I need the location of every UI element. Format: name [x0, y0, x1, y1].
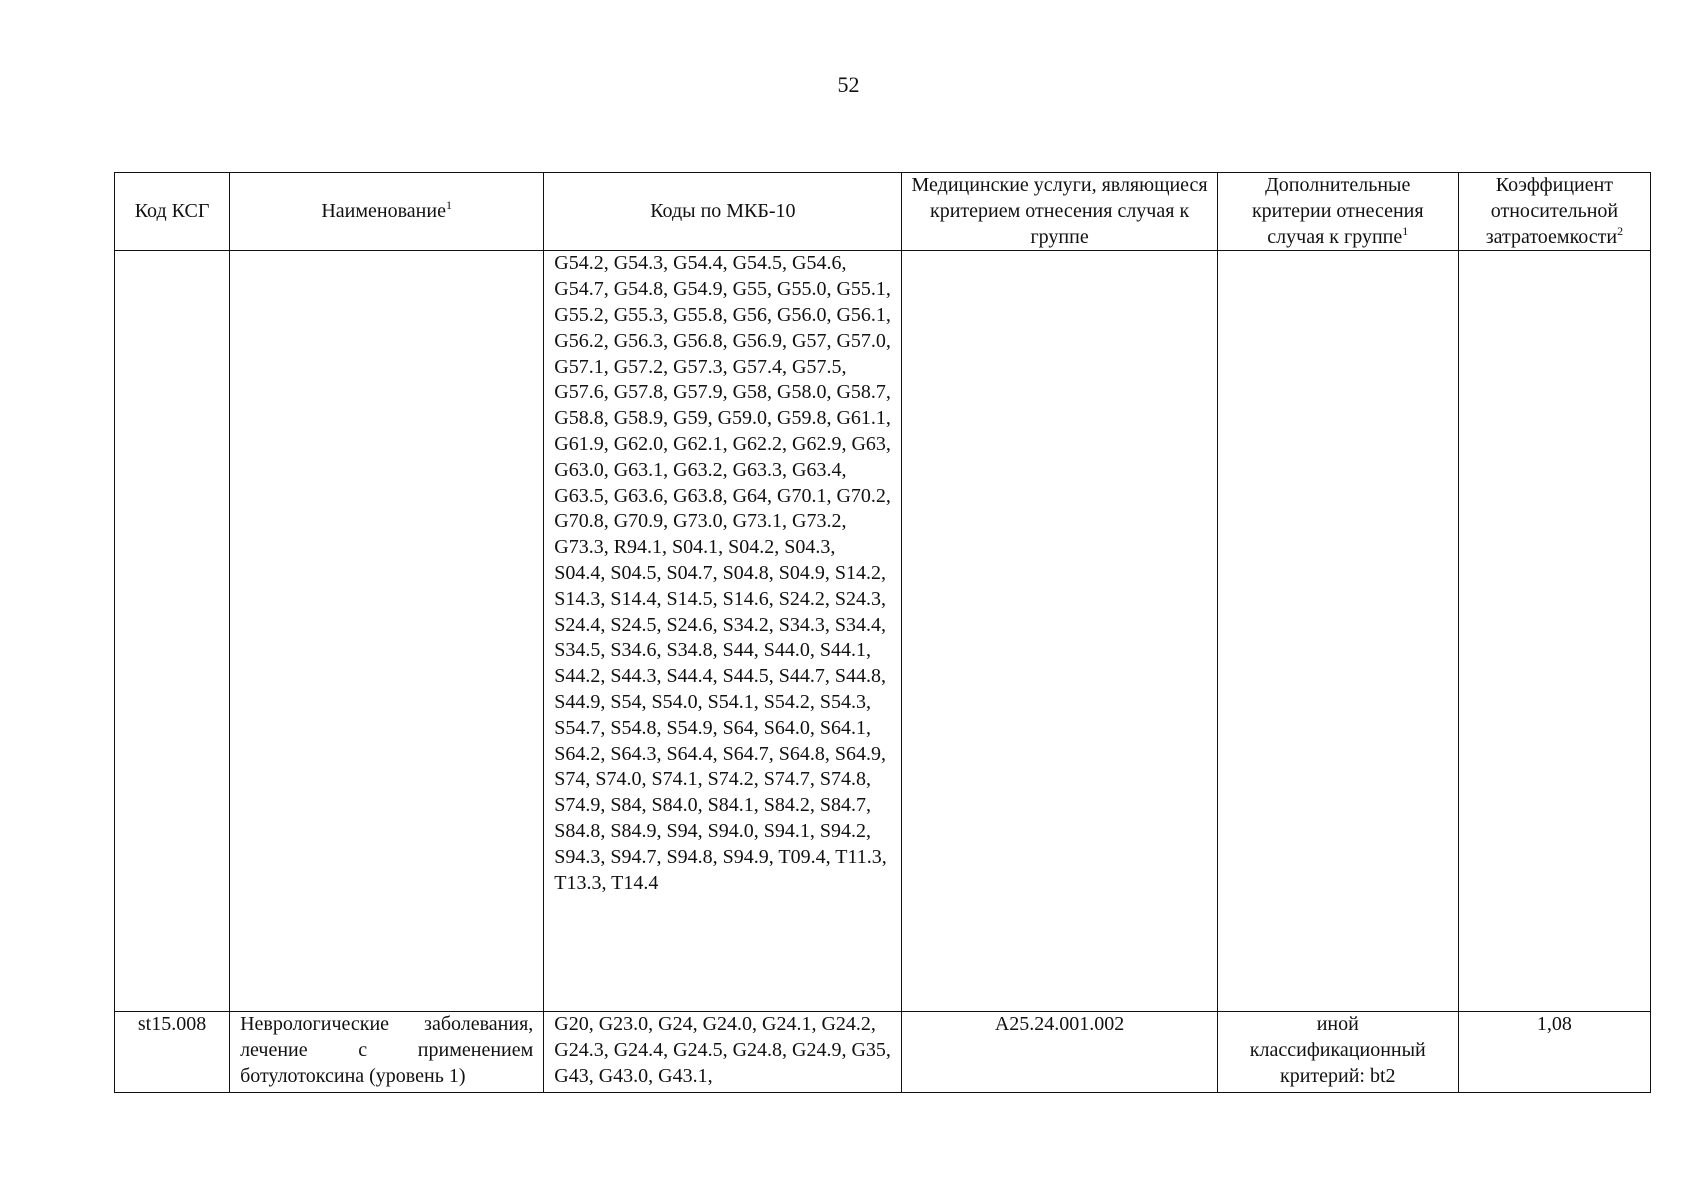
cell-name	[230, 251, 544, 1012]
cell-coefficient: 1,08	[1458, 1012, 1650, 1092]
header-name: Наименование$^1$	[230, 173, 544, 251]
header-medical-services: Медицинские услуги, являющиеся критерием отнесения случая к группе	[902, 173, 1217, 251]
cell-medical-services: A25.24.001.002	[902, 1012, 1217, 1092]
header-coefficient: Коэффициент относительной затратоемкости$^2$	[1458, 173, 1650, 251]
header-icd-codes: Коды по МКБ-10	[544, 173, 902, 251]
footnote-mark: 1	[1402, 223, 1409, 238]
table-row	[115, 251, 1651, 1012]
cell-coefficient	[1458, 251, 1650, 1012]
ksg-table	[114, 172, 1651, 1093]
cell-additional-criteria: иной классификационный критерий: bt2	[1217, 1012, 1458, 1092]
table-header-row	[115, 173, 1651, 251]
footnote-mark: 2	[1617, 223, 1624, 238]
cell-code: st15.008	[115, 1012, 230, 1092]
footnote-mark: 1	[445, 197, 452, 212]
cell-icd-codes: G54.2, G54.3, G54.4, G54.5, G54.6, G54.7, G54.8, G54.9, G55, G55.0, G55.1, G55.2, G55.3, G55.8, G56, G56.0, G56.1, G56.2, G56.3, G56.8, G56.9, G57, G57.0, G57.1, G57.2, G57.3, G57.4, G57.5, G57.6, G57.8, G57.9, G58, G58.0, G58.7, G58.8, G58.9, G59, G59.0, G59.8, G61.1, G61.9, G62.0, G62.1, G62.2, G62.9, G63, G63.0, G63.1, G63.2, G63.3, G63.4, G63.5, G63.6, G63.8, G64, G70.1, G70.2, G70.8, G70.9, G73.0, G73.1, G73.2, G73.3, R94.1, S04.1, S04.2, S04.3, S04.4, S04.5, S04.7, S04.8, S04.9, S14.2, S14.3, S14.4, S14.5, S14.6, S24.2, S24.3, S24.4, S24.5, S24.6, S34.2, S34.3, S34.4, S34.5, S34.6, S34.8, S44, S44.0, S44.1, S44.2, S44.3, S44.4, S44.5, S44.7, S44.8, S44.9, S54, S54.0, S54.1, S54.2, S54.3, S54.7, S54.8, S54.9, S64, S64.0, S64.1, S64.2, S64.3, S64.4, S64.7, S64.8, S64.9, S74, S74.0, S74.1, S74.2, S74.7, S74.8, S74.9, S84, S84.0, S84.1, S84.2, S84.7, S84.8, S84.9, S94, S94.0, S94.1, S94.2, S94.3, S94.7, S94.8, S94.9, T09.4, T11.3, T13.3, T14.4	[544, 251, 902, 1012]
header-additional-criteria: Дополнительные критерии отнесения случая к группе$^1$	[1217, 173, 1458, 251]
cell-additional-criteria	[1217, 251, 1458, 1012]
cell-icd-codes: G20, G23.0, G24, G24.0, G24.1, G24.2, G24.3, G24.4, G24.5, G24.8, G24.9, G35, G43, G43.0, G43.1,	[544, 1012, 902, 1092]
page-number: 52	[837, 72, 860, 97]
table-row	[115, 1012, 1651, 1092]
cell-name: Неврологические заболевания, лечение с применением ботулотоксина (уровень 1)	[230, 1012, 544, 1092]
cell-code	[115, 251, 230, 1012]
header-code: Код КСГ	[115, 173, 230, 251]
cell-medical-services	[902, 251, 1217, 1012]
